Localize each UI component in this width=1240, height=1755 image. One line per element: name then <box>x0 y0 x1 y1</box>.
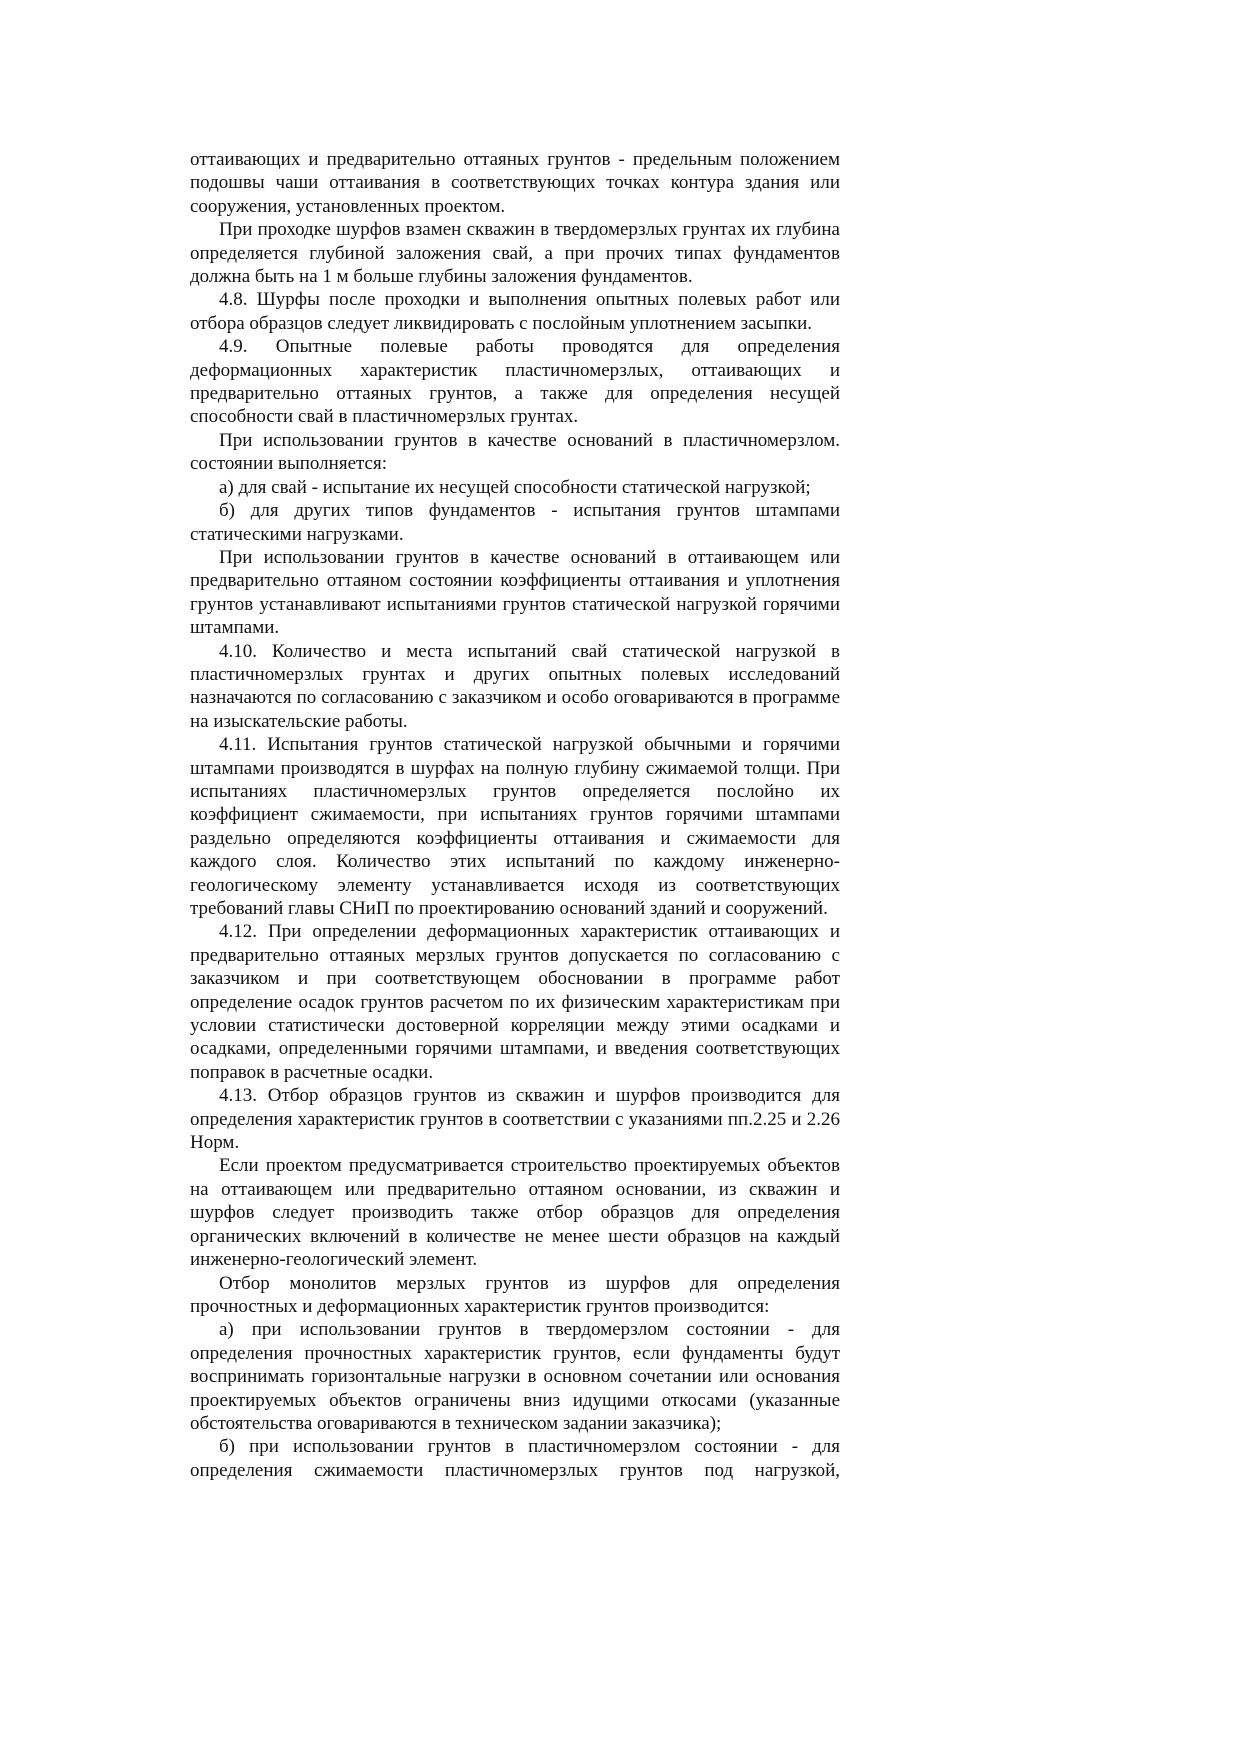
document-page <box>190 148 840 1482</box>
paragraph-4-11: 4.11. Испытания грунтов статической нагрузкой обычными и горячими штампами производятся в шурфах на полную глубину сжимаемой толщи. При испытаниях пластичномерзлых грунтов определяется послойно их коэффициент сжимаемости, при испытаниях грунтов горячими штампами раздельно определяются коэффициенты оттаивания и сжимаемости для каждого слоя. Количество этих испытаний по каждому инженерно-геологическому элементу устанавливается исходя из соответствующих требований главы СНиП по проектированию оснований зданий и сооружений. <box>190 734 840 919</box>
paragraph-item-a-hard-frozen: а) при использовании грунтов в твердомерзлом состоянии - для определения прочностных характеристик грунтов, если фундаменты будут воспринимать горизонтальные нагрузки в основном сочетании или основания проектируемых объектов ограничены вниз идущими откосами (указанные обстоятельства оговариваются в техническом задании заказчика); <box>190 1319 840 1434</box>
paragraph-continuation: оттаивающих и предварительно оттаяных грунтов - предельным положением подошвы чаши оттаивания в соответствующих точках контура здания или сооружения, установленных проектом. <box>190 149 840 217</box>
paragraph-monolith-sampling: Отбор монолитов мерзлых грунтов из шурфов для определения прочностных и деформационных характеристик грунтов производится: <box>190 1272 840 1317</box>
paragraph-item-b-plastic-frozen: б) при использовании грунтов в пластичномерзлом состоянии - для определения сжимаемости пластичномерзлых грунтов под нагрузкой, <box>190 1436 840 1481</box>
paragraph-item-a-piles: а) для свай - испытание их несущей способности статической нагрузкой; <box>219 476 811 498</box>
paragraph-item-b-foundations: б) для других типов фундаментов - испытания грунтов штампами статическими нагрузками. <box>190 500 840 545</box>
paragraph-4-10: 4.10. Количество и места испытаний свай статической нагрузкой в пластичномерзлых грунтах и других опытных полевых исследований назначаются по согласованию с заказчиком и особо оговариваются в программе на изыскательские работы. <box>190 640 840 732</box>
paragraph-pit-depth: При проходке шурфов взамен скважин в твердомерзлых грунтах их глубина определяется глубиной заложения свай, а при прочих типах фундаментов должна быть на 1 м больше глубины заложения фундаментов. <box>190 219 840 288</box>
paragraph-4-9: 4.9. Опытные полевые работы проводятся для определения деформационных характеристик пластичномерзлых, оттаивающих и предварительно оттаяных грунтов, а также для определения несущей способности свай в пластичномерзлых грунтах. <box>190 336 840 428</box>
paragraph-4-12: 4.12. При определении деформационных характеристик оттаивающих и предварительно оттаяных мерзлых грунтов допускается по согласованию с заказчиком и при соответствующем обосновании в программе работ определение осадок грунтов расчетом по их физическим характеристикам при условии статистически достоверной корреляции между этими осадками и осадками, определенными горячими штампами, и введения соответствующих поправок в расчетные осадки. <box>190 921 840 1083</box>
paragraph-plastic-frozen-use: При использовании грунтов в качестве оснований в пластичномерзлом. состоянии выполняется: <box>190 429 840 475</box>
paragraph-4-8: 4.8. Шурфы после проходки и выполнения опытных полевых работ или отбора образцов следует ликвидировать с послойным уплотнением засыпки. <box>190 289 840 334</box>
paragraph-organic-inclusions: Если проектом предусматривается строительство проектируемых объектов на оттаивающем или предварительно оттаяном основании, из скважин и шурфов следует производить также отбор образцов для определения органических включений в количестве не менее шести образцов на каждый инженерно-геологический элемент. <box>190 1155 840 1271</box>
paragraph-thawing-use: При использовании грунтов в качестве оснований в оттаивающем или предварительно оттаяном состоянии коэффициенты оттаивания и уплотнения грунтов устанавливают испытаниями грунтов статической нагрузкой горячими штампами. <box>190 546 840 639</box>
paragraph-4-13: 4.13. Отбор образцов грунтов из скважин и шурфов производится для определения характеристик грунтов в соответствии с указаниями пп.2.25 и 2.26 Норм. <box>190 1085 840 1154</box>
